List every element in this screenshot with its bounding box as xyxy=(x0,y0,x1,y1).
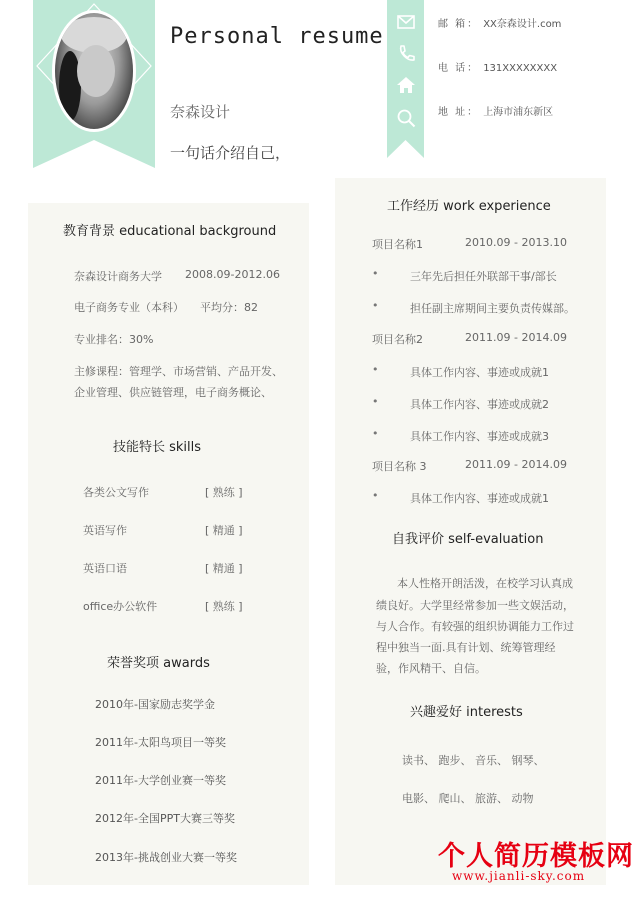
page-title: Personal resume xyxy=(170,24,384,49)
education-title: 教育背景 educational background xyxy=(63,224,277,239)
project-period: 2011.09 - 2014.09 xyxy=(465,331,567,344)
award-item: 2011年-太阳鸟项目一等奖 xyxy=(95,736,226,749)
experience-title: 工作经历 work experience xyxy=(387,199,551,214)
interests-line: 电影、 爬山、 旅游、 动物 xyxy=(402,792,534,805)
skills-title: 技能特长 skills xyxy=(113,440,202,455)
self-eval-line: 绩良好。大学里经常参加一些文娱活动， xyxy=(376,599,574,612)
self-eval-line: 本人性格开朗活泼，在校学习认真成 xyxy=(397,577,573,590)
award-item: 2012年-全国PPT大赛三等奖 xyxy=(95,812,235,825)
project-name: 项目名称2 xyxy=(372,333,423,346)
education-gpa: 平均分：82 xyxy=(200,301,258,314)
skill-name: 英语口语 xyxy=(83,562,127,575)
home-icon xyxy=(395,74,417,96)
awards-title: 荣誉奖项 awards xyxy=(107,656,210,671)
contact-phone xyxy=(438,59,557,74)
award-item: 2011年-大学创业赛一等奖 xyxy=(95,774,226,787)
project-bullet: 具体工作内容、事迹或成就3 xyxy=(410,430,549,443)
skill-level: [ 熟练 ] xyxy=(205,600,243,613)
self-intro: 一句话介绍自己， xyxy=(170,144,291,162)
award-item: 2010年-国家励志奖学金 xyxy=(95,698,215,711)
owner-name: 奈森设计 xyxy=(170,103,231,121)
bullet-dot: • xyxy=(372,267,379,280)
education-period: 2008.09-2012.06 xyxy=(185,268,280,281)
skill-level: [ 精通 ] xyxy=(205,562,243,575)
interests-line: 读书、 跑步、 音乐、 钢琴、 xyxy=(402,754,545,767)
skill-level: [ 精通 ] xyxy=(205,524,243,537)
address-value: 上海市浦东新区 xyxy=(483,107,554,118)
project-name: 项目名称1 xyxy=(372,238,423,251)
skill-level: [ 熟练 ] xyxy=(205,486,243,499)
education-school: 奈森设计商务大学 xyxy=(74,270,162,283)
watermark-title: 个人简历模板网 xyxy=(438,841,634,872)
bullet-dot: • xyxy=(372,427,379,440)
watermark-url: www.jianli-sky.com xyxy=(452,869,586,883)
email-label: 邮 箱： xyxy=(438,19,480,30)
project-bullet: 具体工作内容、事迹或成就1 xyxy=(410,492,549,505)
email-value: XX奈森设计.com xyxy=(483,19,562,30)
interests-title: 兴趣爱好 interests xyxy=(410,705,523,720)
address-label: 地 址： xyxy=(438,107,480,118)
self-eval-line: 程中独当一面.具有计划、统筹管理经 xyxy=(376,641,556,654)
contact-address xyxy=(438,103,553,118)
skill-name: 英语写作 xyxy=(83,524,127,537)
project-bullet: 具体工作内容、事迹或成就2 xyxy=(410,398,549,411)
education-rank: 专业排名：30% xyxy=(74,333,154,346)
education-major: 电子商务专业（本科） xyxy=(74,301,184,314)
project-period: 2010.09 - 2013.10 xyxy=(465,236,567,249)
phone-label: 电 话： xyxy=(438,63,480,74)
bullet-dot: • xyxy=(372,363,379,376)
self-eval-line: 验，作风精干、自信。 xyxy=(376,662,486,675)
avatar-photo xyxy=(52,10,136,132)
bullet-dot: • xyxy=(372,489,379,502)
phone-icon xyxy=(395,43,417,65)
bullet-dot: • xyxy=(372,299,379,312)
skill-name: office办公软件 xyxy=(83,600,158,613)
bullet-dot: • xyxy=(372,395,379,408)
project-bullet: 具体工作内容、事迹或成就1 xyxy=(410,366,549,379)
project-name: 项目名称 3 xyxy=(372,460,427,473)
self-eval-title: 自我评价 self-evaluation xyxy=(392,532,544,547)
mail-icon xyxy=(395,11,417,33)
education-courses-1: 主修课程：管理学、市场营销、产品开发、 xyxy=(74,365,283,378)
self-eval-line: 与人合作。有较强的组织协调能力工作过 xyxy=(376,620,574,633)
contact-email xyxy=(438,15,561,30)
project-period: 2011.09 - 2014.09 xyxy=(465,458,567,471)
phone-value: 131XXXXXXXX xyxy=(483,63,558,74)
project-bullet: 三年先后担任外联部干事/部长 xyxy=(410,270,557,283)
education-courses-2: 企业管理、供应链管理，电子商务概论、 xyxy=(74,386,272,399)
project-bullet: 担任副主席期间主要负责传媒部。 xyxy=(410,302,575,315)
search-icon xyxy=(395,107,417,129)
skill-name: 各类公文写作 xyxy=(83,486,149,499)
award-item: 2013年-挑战创业大赛一等奖 xyxy=(95,851,237,864)
